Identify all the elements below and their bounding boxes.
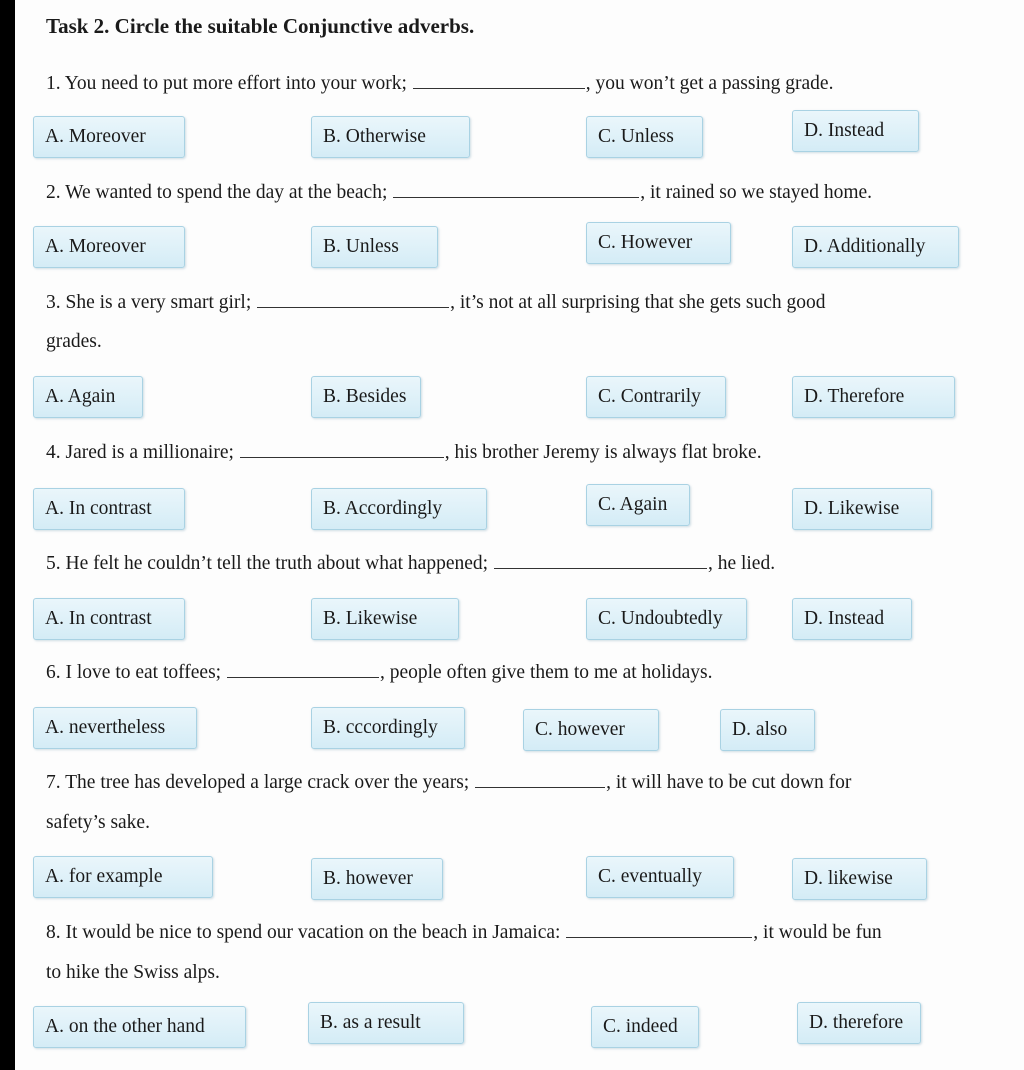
q5-option-d[interactable]: D. Instead — [792, 598, 912, 640]
question-7-after: , it will have to be cut down for — [606, 772, 852, 793]
answer-blank-1 — [413, 87, 585, 89]
answer-blank-5 — [494, 567, 707, 569]
question-3-after: , it’s not at all surprising that she gets such good — [450, 292, 826, 313]
question-8-before: 8. It would be nice to spend our vacation on the beach in Jamaica: — [46, 922, 566, 943]
q8-option-c[interactable]: C. indeed — [591, 1006, 699, 1048]
question-4-before: 4. Jared is a millionaire; — [46, 442, 239, 463]
q2-option-d[interactable]: D. Additionally — [792, 226, 959, 268]
q8-option-d[interactable]: D. therefore — [797, 1002, 921, 1044]
question-3-continued: grades. — [46, 331, 102, 352]
q8-option-a[interactable]: A. on the other hand — [33, 1006, 246, 1048]
question-7-before: 7. The tree has developed a large crack over the years; — [46, 772, 475, 793]
question-1 — [46, 73, 1006, 95]
question-4-after: , his brother Jeremy is always flat broke. — [444, 442, 762, 463]
q5-option-c[interactable]: C. Undoubtedly — [586, 598, 747, 640]
question-2-after: , it rained so we stayed home. — [640, 182, 873, 203]
question-8 — [46, 922, 1006, 944]
question-2 — [46, 182, 1006, 204]
q5-option-b[interactable]: B. Likewise — [311, 598, 459, 640]
question-4 — [46, 442, 1006, 464]
q4-option-a[interactable]: A. In contrast — [33, 488, 185, 530]
q3-option-b[interactable]: B. Besides — [311, 376, 421, 418]
q3-option-c[interactable]: C. Contrarily — [586, 376, 726, 418]
q7-option-a[interactable]: A. for example — [33, 856, 213, 898]
answer-blank-4 — [240, 456, 444, 458]
q3-option-a[interactable]: A. Again — [33, 376, 143, 418]
q7-option-c[interactable]: C. eventually — [586, 856, 734, 898]
question-7 — [46, 772, 1006, 794]
q2-option-a[interactable]: A. Moreover — [33, 226, 185, 268]
question-6 — [46, 662, 1006, 684]
question-8-continued: to hike the Swiss alps. — [46, 962, 220, 983]
answer-blank-7 — [475, 786, 605, 788]
question-5 — [46, 553, 1006, 575]
q6-option-a[interactable]: A. nevertheless — [33, 707, 197, 749]
question-1-after: , you won’t get a passing grade. — [585, 73, 834, 94]
question-3-before: 3. She is a very smart girl; — [46, 292, 257, 313]
task-title: Task 2. Circle the suitable Conjunctive adverbs. — [46, 14, 475, 38]
answer-blank-3 — [257, 306, 449, 308]
q6-option-d[interactable]: D. also — [720, 709, 815, 751]
q4-option-d[interactable]: D. Likewise — [792, 488, 932, 530]
answer-blank-6 — [227, 676, 379, 678]
q1-option-c[interactable]: C. Unless — [586, 116, 703, 158]
question-6-after: , people often give them to me at holidays. — [379, 662, 713, 683]
q1-option-d[interactable]: D. Instead — [792, 110, 919, 152]
q4-option-c[interactable]: C. Again — [586, 484, 690, 526]
question-5-before: 5. He felt he couldn’t tell the truth about what happened; — [46, 553, 493, 574]
q8-option-b[interactable]: B. as a result — [308, 1002, 464, 1044]
answer-blank-2 — [393, 196, 639, 198]
q7-option-d[interactable]: D. likewise — [792, 858, 927, 900]
q7-option-b[interactable]: B. however — [311, 858, 443, 900]
q3-option-d[interactable]: D. Therefore — [792, 376, 955, 418]
q2-option-c[interactable]: C. However — [586, 222, 731, 264]
q6-option-b[interactable]: B. cccordingly — [311, 707, 465, 749]
q2-option-b[interactable]: B. Unless — [311, 226, 438, 268]
q1-option-a[interactable]: A. Moreover — [33, 116, 185, 158]
q1-option-b[interactable]: B. Otherwise — [311, 116, 470, 158]
worksheet — [15, 0, 1024, 1070]
question-5-after: , he lied. — [707, 553, 776, 574]
question-1-before: 1. You need to put more effort into your work; — [46, 73, 412, 94]
q6-option-c[interactable]: C. however — [523, 709, 659, 751]
answer-blank-8 — [566, 936, 752, 938]
question-8-after: , it would be fun — [753, 922, 882, 943]
question-2-before: 2. We wanted to spend the day at the beach; — [46, 182, 393, 203]
question-6-before: 6. I love to eat toffees; — [46, 662, 226, 683]
q4-option-b[interactable]: B. Accordingly — [311, 488, 487, 530]
question-7-continued: safety’s sake. — [46, 812, 150, 833]
question-3 — [46, 292, 1006, 314]
q5-option-a[interactable]: A. In contrast — [33, 598, 185, 640]
